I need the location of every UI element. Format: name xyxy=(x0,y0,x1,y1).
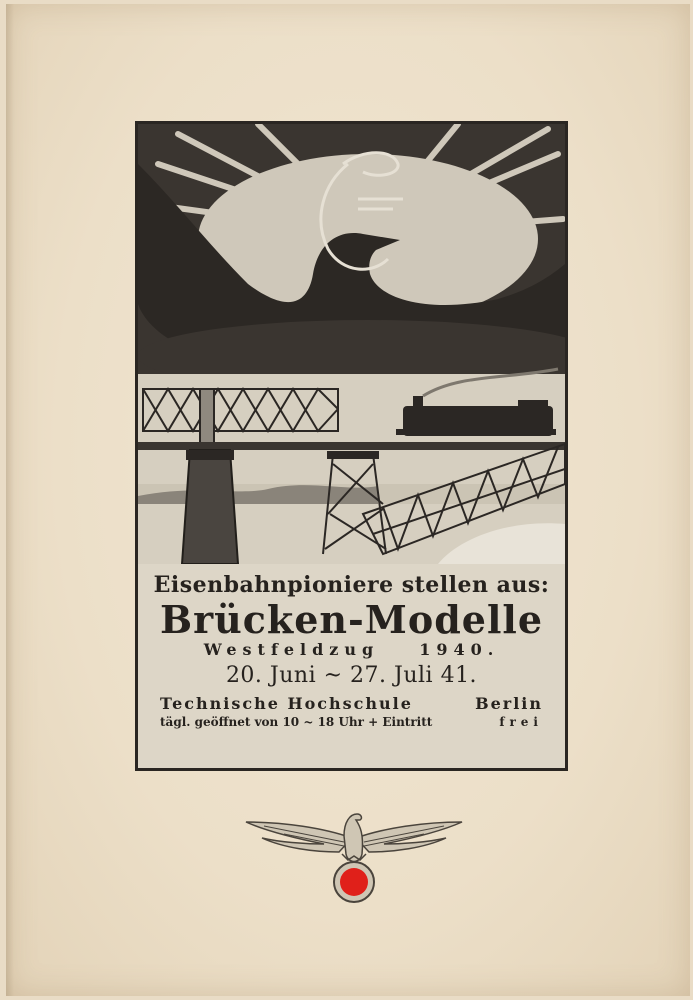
eagle-emblem-icon xyxy=(244,808,464,908)
poster-text xyxy=(138,564,565,729)
campaign-line xyxy=(138,640,565,659)
opening-hours: tägl. geöffnet von 10 ~ 18 Uhr + Eintritt xyxy=(160,715,433,729)
exhibition-poster xyxy=(135,121,568,771)
venue-city: Berlin xyxy=(475,694,543,713)
headline: Eisenbahnpioniere stellen aus: xyxy=(153,572,550,598)
bridge-pier xyxy=(182,450,238,564)
venue-line xyxy=(138,694,565,713)
poster-title: Brücken-Modelle xyxy=(159,597,543,642)
exhibition-dates: 20. Juni ~ 27. Juli 41. xyxy=(225,663,478,688)
venue-name: Technische Hochschule xyxy=(160,694,413,713)
opening-hours-line xyxy=(138,715,565,729)
page-fold-shadow xyxy=(6,4,14,996)
campaign-year: 1940. xyxy=(419,640,500,659)
poster-illustration xyxy=(138,124,565,564)
admission-text: frei xyxy=(499,715,543,729)
campaign-name: Westfeldzug xyxy=(203,640,380,659)
